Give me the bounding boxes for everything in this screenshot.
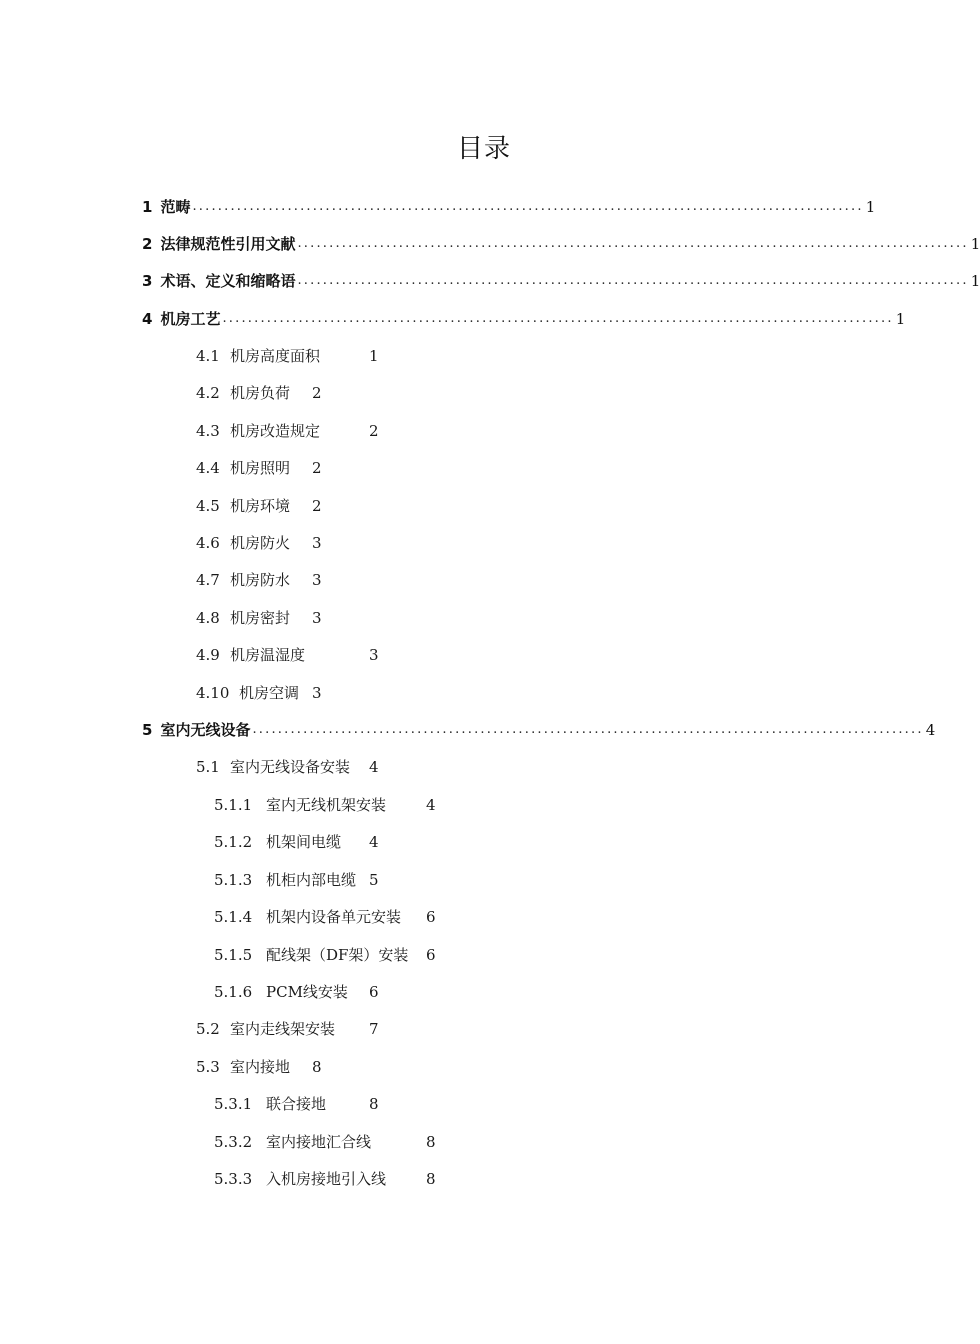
toc-entry-page: 8: [426, 1170, 436, 1188]
toc-entry-number: 4.3: [196, 422, 220, 440]
toc-entry-label: 联合接地: [266, 1095, 327, 1113]
toc-entry-number: 4.2: [196, 384, 220, 402]
toc-entry-number: 5.1.3: [214, 871, 253, 889]
toc-entry-page: 4: [925, 721, 936, 739]
toc-entry-page: 6: [426, 946, 436, 964]
dot-leader: ..........................................................................................................: [297, 236, 969, 251]
toc-subentry-4-2[interactable]: [196, 381, 496, 405]
toc-entry-page: 2: [369, 422, 379, 440]
toc-entry-1[interactable]: [142, 195, 876, 219]
toc-entry-number: 4.9: [196, 646, 220, 664]
toc-entry-page: 6: [369, 983, 379, 1001]
toc-subentry-5-1-4[interactable]: [214, 905, 514, 929]
toc-subentry-5-3-1[interactable]: [214, 1092, 514, 1116]
toc-entry-number: 2: [142, 235, 153, 253]
toc-entry-page: 8: [369, 1095, 379, 1113]
toc-entry-page: 3: [312, 534, 322, 552]
toc-subentry-4-5[interactable]: [196, 494, 496, 518]
toc-entry-number: 5.1.4: [214, 908, 253, 926]
toc-entry-page: 1: [895, 310, 906, 328]
toc-entry-label: 室内无线设备安装: [230, 758, 351, 776]
toc-entry-label: 机房空调: [239, 684, 300, 702]
toc-entry-number: 5.3: [196, 1058, 220, 1076]
toc-entry-page: 3: [312, 609, 322, 627]
toc-subentry-4-10[interactable]: [196, 681, 496, 705]
toc-entry-number: 4.5: [196, 497, 220, 515]
toc-entry-label: 机房工艺: [160, 310, 221, 328]
toc-entry-number: 5.3.2: [214, 1133, 253, 1151]
toc-entry-number: 4.7: [196, 571, 220, 589]
toc-entry-label: 机房防水: [230, 571, 291, 589]
toc-entry-3[interactable]: [142, 269, 980, 293]
toc-entry-number: 4.4: [196, 459, 220, 477]
toc-entry-label: 范畴: [160, 198, 191, 216]
toc-subentry-4-1[interactable]: [196, 344, 496, 368]
toc-entry-page: 5: [369, 871, 379, 889]
toc-entry-label: PCM线安装: [266, 983, 348, 1001]
toc-subentry-4-8[interactable]: [196, 606, 496, 630]
toc-entry-page: 8: [426, 1133, 436, 1151]
toc-entry-label: 法律规范性引用文献: [160, 235, 296, 253]
toc-entry-label: 室内无线设备: [160, 721, 251, 739]
toc-entry-page: 2: [312, 384, 322, 402]
toc-entry-number: 5: [142, 721, 153, 739]
toc-entry-label: 机架内设备单元安装: [266, 908, 402, 926]
toc-entry-page: 6: [426, 908, 436, 926]
dot-leader: ..........................................................................................................: [297, 273, 969, 288]
toc-entry-label: 机房防火: [230, 534, 291, 552]
toc-entry-label: 机房温湿度: [230, 646, 306, 664]
toc-subentry-5-2[interactable]: [196, 1017, 496, 1041]
toc-entry-number: 5.1: [196, 758, 220, 776]
toc-entry-page: 1: [865, 198, 876, 216]
toc-subentry-5-1-3[interactable]: [214, 868, 514, 892]
toc-entry-number: 5.3.1: [214, 1095, 253, 1113]
toc-subentry-4-7[interactable]: [196, 568, 496, 592]
toc-entry-label: 室内接地: [230, 1058, 291, 1076]
toc-entry-page: 3: [312, 571, 322, 589]
toc-entry-label: 室内走线架安装: [230, 1020, 336, 1038]
toc-entry-number: 1: [142, 198, 153, 216]
toc-entry-4[interactable]: [142, 307, 906, 331]
toc-entry-page: 1: [369, 347, 379, 365]
toc-subentry-5-3-2[interactable]: [214, 1130, 514, 1154]
toc-entry-label: 机房照明: [230, 459, 291, 477]
toc-entry-number: 3: [142, 272, 153, 290]
toc-entry-label: 入机房接地引入线: [266, 1170, 387, 1188]
toc-entry-number: 5.1.6: [214, 983, 253, 1001]
toc-entry-number: 4.10: [196, 684, 230, 702]
toc-entry-page: 8: [312, 1058, 322, 1076]
toc-entry-label: 机房高度面积: [230, 347, 321, 365]
toc-entry-page: 4: [369, 758, 379, 776]
toc-subentry-5-1-1[interactable]: [214, 793, 514, 817]
toc-entry-label: 机柜内部电缆: [266, 871, 357, 889]
toc-entry-label: 机房改造规定: [230, 422, 321, 440]
toc-subentry-5-1[interactable]: [196, 755, 496, 779]
toc-entry-label: 室内接地汇合线: [266, 1133, 372, 1151]
toc-entry-page: 4: [426, 796, 436, 814]
toc-entry-2[interactable]: [142, 232, 980, 256]
toc-entry-label: 室内无线机架安装: [266, 796, 387, 814]
toc-entry-label: 机架间电缆: [266, 833, 342, 851]
toc-subentry-5-1-5[interactable]: [214, 943, 514, 967]
toc-entry-number: 4.6: [196, 534, 220, 552]
toc-entry-label: 术语、定义和缩略语: [160, 272, 296, 290]
dot-leader: ..........................................................................................................: [222, 311, 894, 326]
toc-entry-label: 配线架（DF架）安装: [266, 946, 409, 964]
toc-subentry-4-4[interactable]: [196, 456, 496, 480]
toc-subentry-5-3-3[interactable]: [214, 1167, 514, 1191]
toc-subentry-5-1-2[interactable]: [214, 830, 514, 854]
toc-entry-page: 1: [970, 272, 980, 290]
toc-entry-number: 5.2: [196, 1020, 220, 1038]
page-title: 目录: [456, 134, 511, 164]
toc-entry-page: 1: [970, 235, 980, 253]
toc-entry-page: 2: [312, 459, 322, 477]
toc-entry-page: 7: [369, 1020, 379, 1038]
toc-subentry-4-6[interactable]: [196, 531, 496, 555]
dot-leader: ..........................................................................................................: [252, 722, 924, 737]
toc-entry-page: 3: [369, 646, 379, 664]
toc-entry-number: 5.1.2: [214, 833, 253, 851]
toc-entry-page: 2: [312, 497, 322, 515]
toc-subentry-5-3[interactable]: [196, 1055, 496, 1079]
toc-entry-label: 机房环境: [230, 497, 291, 515]
toc-subentry-5-1-6[interactable]: [214, 980, 514, 1004]
toc-entry-5[interactable]: [142, 718, 936, 742]
toc-entry-number: 4.1: [196, 347, 220, 365]
toc-entry-label: 机房密封: [230, 609, 291, 627]
toc-entry-number: 5.3.3: [214, 1170, 253, 1188]
toc-entry-number: 4: [142, 310, 153, 328]
dot-leader: ..........................................................................................................: [192, 199, 864, 214]
toc-subentry-4-9[interactable]: [196, 643, 496, 667]
toc-entry-number: 5.1.5: [214, 946, 253, 964]
toc-entry-number: 5.1.1: [214, 796, 253, 814]
toc-subentry-4-3[interactable]: [196, 419, 496, 443]
toc-entry-page: 4: [369, 833, 379, 851]
toc-entry-label: 机房负荷: [230, 384, 291, 402]
toc-entry-number: 4.8: [196, 609, 220, 627]
toc-entry-page: 3: [312, 684, 322, 702]
